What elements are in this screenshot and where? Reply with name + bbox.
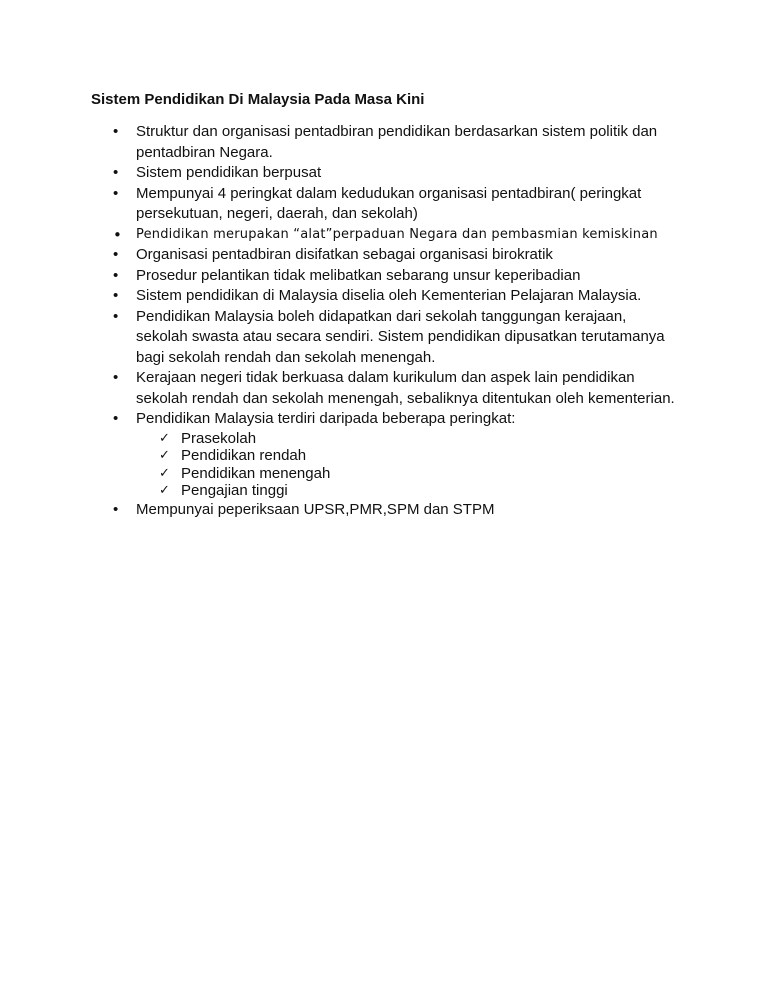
list-item xyxy=(0,184,696,225)
list-item-text: Kerajaan negeri tidak berkuasa dalam kurikulum dan aspek lain pendidikan sekolah rendah dan sekolah menengah, sebaliknya ditentukan oleh kementerian. xyxy=(136,369,675,407)
list-item-text: Pendidikan merupakan “alat”perpaduan Negara dan pembasmian kemiskinan xyxy=(136,226,658,242)
list-item-text: Prosedur pelantikan tidak melibatkan sebarang unsur keperibadian xyxy=(136,266,581,284)
checkmark-icon: ✓ xyxy=(159,483,170,498)
list-item xyxy=(0,409,696,500)
list-item xyxy=(0,225,696,246)
checklist-item-text: Prasekolah xyxy=(181,429,257,447)
bullet-icon: • xyxy=(113,287,119,304)
level-checklist xyxy=(136,430,696,500)
checkmark-icon: ✓ xyxy=(159,465,170,481)
bullet-icon: • xyxy=(113,307,119,325)
list-item xyxy=(0,122,696,163)
checkmark-icon: ✓ xyxy=(159,448,170,463)
list-item xyxy=(0,286,696,307)
list-item xyxy=(0,266,696,287)
document-title: Sistem Pendidikan Di Malaysia Pada Masa Kini xyxy=(91,91,425,108)
checklist-item xyxy=(136,430,696,448)
bullet-icon: • xyxy=(113,369,119,386)
bullet-icon: • xyxy=(113,500,119,518)
list-item-text: Pendidikan Malaysia boleh didapatkan dari sekolah tanggungan kerajaan, sekolah swasta atau secara sendiri. Sistem pendidikan dipusatkan terutamanya bagi sekolah rendah dan sekolah menengah. xyxy=(136,307,665,366)
bullet-icon: • xyxy=(113,123,119,140)
list-item xyxy=(0,245,696,266)
list-item xyxy=(0,163,696,184)
checkmark-icon: ✓ xyxy=(159,430,170,446)
list-item-text: Pendidikan Malaysia terdiri daripada beberapa peringkat: xyxy=(136,410,516,427)
list-item-text: Mempunyai 4 peringkat dalam kedudukan organisasi pentadbiran( peringkat persekutuan, negeri, daerah, dan sekolah) xyxy=(136,184,642,222)
checklist-item-text: Pendidikan rendah xyxy=(181,447,307,464)
list-item xyxy=(0,307,696,369)
checklist-item-text: Pendidikan menengah xyxy=(181,464,331,482)
bullet-icon: • xyxy=(113,246,119,263)
list-item-text: Sistem pendidikan berpusat xyxy=(136,164,322,181)
bullet-icon: • xyxy=(113,266,119,284)
list-item xyxy=(0,368,696,409)
bullet-icon: • xyxy=(113,410,119,427)
bullet-icon: • xyxy=(113,184,119,202)
list-item xyxy=(0,500,696,521)
list-item-text: Mempunyai peperiksaan UPSR,PMR,SPM dan STPM xyxy=(136,500,495,518)
bullet-icon: • xyxy=(113,164,119,181)
bullet-list xyxy=(0,122,768,520)
checklist-item-text: Pengajian tinggi xyxy=(181,482,288,499)
list-item-text: Sistem pendidikan di Malaysia diselia oleh Kementerian Pelajaran Malaysia. xyxy=(136,287,642,304)
list-item-text: Organisasi pentadbiran disifatkan sebagai organisasi birokratik xyxy=(136,246,553,263)
checklist-item xyxy=(136,482,696,500)
bullet-icon: • xyxy=(113,225,123,244)
checklist-item xyxy=(136,465,696,483)
checklist-item xyxy=(136,447,696,465)
list-item-text: Struktur dan organisasi pentadbiran pendidikan berdasarkan sistem politik dan pentadbiran Negara. xyxy=(136,123,658,161)
